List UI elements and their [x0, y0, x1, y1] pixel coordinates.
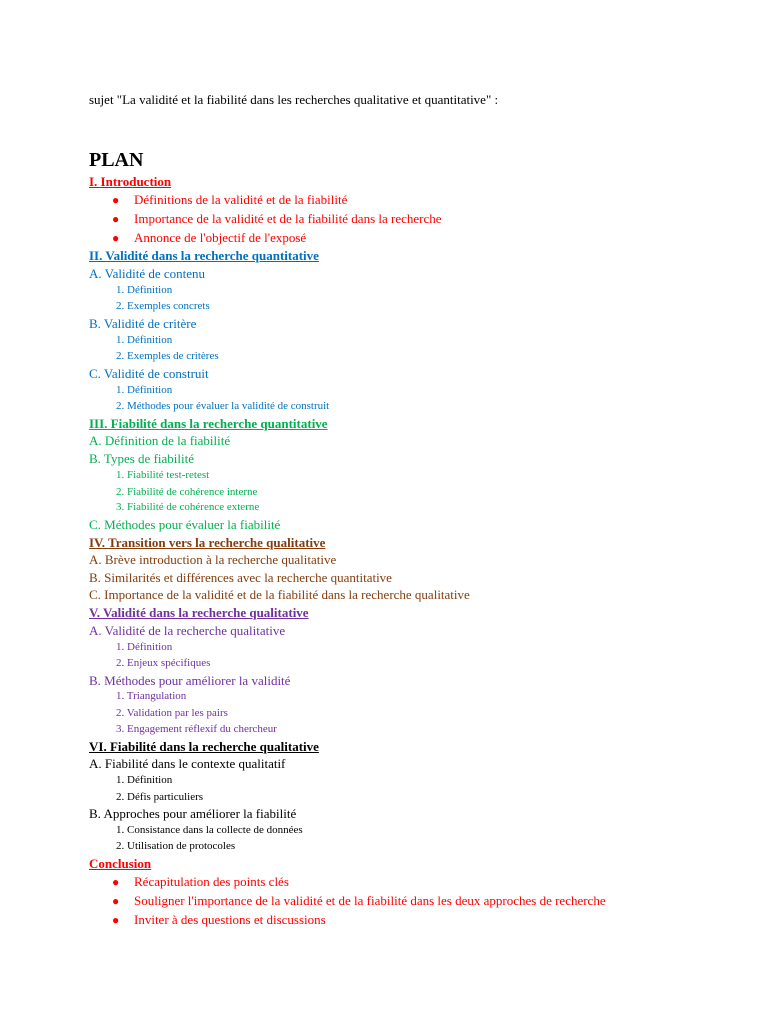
subsection-2b: B. Validité de critère	[89, 316, 197, 331]
plan-title: PLAN	[89, 149, 144, 171]
subsection-5b: B. Méthodes pour améliorer la validité	[89, 673, 291, 688]
list-item: 2. Défis particuliers	[116, 791, 204, 803]
subsection-5a: A. Validité de la recherche qualitative	[89, 623, 286, 638]
list-item: ● Définitions de la validité et de la fiabilité	[112, 192, 348, 207]
list-item: 1. Définition	[116, 641, 173, 653]
subsection-2c: C. Validité de construit	[89, 366, 209, 381]
list-item: 2. Exemples concrets	[116, 300, 210, 312]
subsection-3b: B. Types de fiabilité	[89, 451, 194, 466]
subsection-4a: A. Brève introduction à la recherche qualitative	[89, 552, 337, 567]
bullet-dot-icon: ●	[112, 875, 120, 889]
list-item: 3. Engagement réflexif du chercheur	[116, 723, 277, 735]
subsection-2a: A. Validité de contenu	[89, 266, 206, 281]
list-item: ● Récapitulation des points clés	[112, 874, 289, 889]
list-item: 3. Fiabilité de cohérence externe	[116, 501, 260, 513]
section-heading-4: IV. Transition vers la recherche qualitative	[89, 535, 326, 550]
list-item: ● Annonce de l'objectif de l'exposé	[112, 230, 307, 245]
list-item: 1. Définition	[116, 384, 173, 396]
list-item: 1. Définition	[116, 334, 173, 346]
subsection-4b: B. Similarités et différences avec la recherche quantitative	[89, 570, 392, 585]
list-item: ● Importance de la validité et de la fiabilité dans la recherche	[112, 211, 442, 226]
list-item: 1. Définition	[116, 774, 173, 786]
subsection-6b: B. Approches pour améliorer la fiabilité	[89, 806, 297, 821]
list-item: 1. Fiabilité test-retest	[116, 469, 210, 481]
bullet-dot-icon: ●	[112, 212, 120, 226]
list-item: 2. Exemples de critères	[116, 350, 219, 362]
list-item: 1. Consistance dans la collecte de données	[116, 824, 303, 836]
section-heading-2: II. Validité dans la recherche quantitative	[89, 248, 319, 263]
bullet-dot-icon: ●	[112, 193, 120, 207]
list-item: 2. Enjeux spécifiques	[116, 657, 211, 669]
list-item: ● Souligner l'importance de la validité et de la fiabilité dans les deux approches de recherche	[112, 893, 606, 908]
section-heading-6: VI. Fiabilité dans la recherche qualitative	[89, 739, 319, 754]
bullet-dot-icon: ●	[112, 231, 120, 245]
subject-line: sujet "La validité et la fiabilité dans les recherches qualitative et quantitative" :	[89, 92, 499, 107]
subsection-3c: C. Méthodes pour évaluer la fiabilité	[89, 517, 281, 532]
list-item: ● Inviter à des questions et discussions	[112, 912, 326, 927]
bullet-dot-icon: ●	[112, 913, 120, 927]
subsection-3a: A. Définition de la fiabilité	[89, 433, 231, 448]
list-item: 1. Triangulation	[116, 690, 187, 702]
list-item: 2. Utilisation de protocoles	[116, 840, 236, 852]
list-item: 2. Validation par les pairs	[116, 707, 228, 719]
list-item: 2. Fiabilité de cohérence interne	[116, 486, 258, 498]
list-item: 2. Méthodes pour évaluer la validité de construit	[116, 400, 330, 412]
bullet-dot-icon: ●	[112, 894, 120, 908]
subsection-6a: A. Fiabilité dans le contexte qualitatif	[89, 756, 286, 771]
section-heading-3: III. Fiabilité dans la recherche quantitative	[89, 416, 328, 431]
section-heading-intro: I. Introduction	[89, 174, 172, 189]
section-heading-5: V. Validité dans la recherche qualitative	[89, 605, 309, 620]
subsection-4c: C. Importance de la validité et de la fiabilité dans la recherche qualitative	[89, 587, 470, 602]
list-item: 1. Définition	[116, 284, 173, 296]
section-heading-conclusion: Conclusion	[89, 856, 152, 871]
